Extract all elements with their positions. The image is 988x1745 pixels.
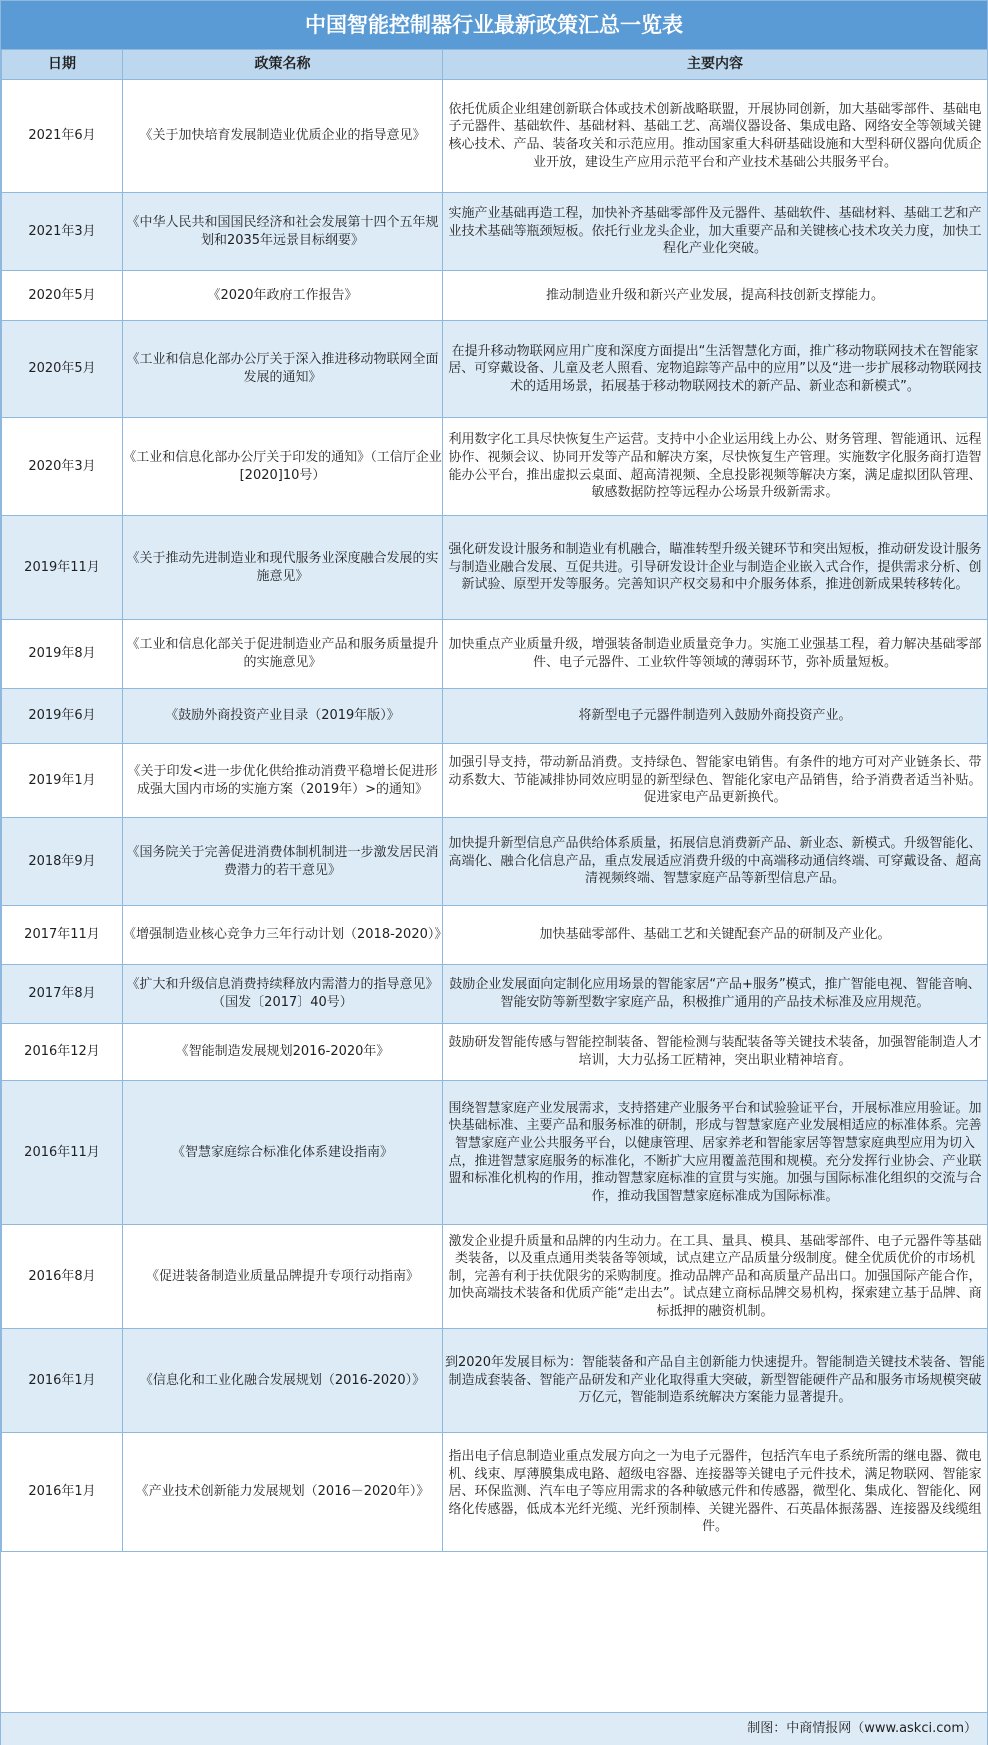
row-policy-name: 《中华人民共和国国民经济和社会发展第十四个五年规划和2035年远景目标纲要》: [123, 193, 443, 271]
row-policy-name: 《信息化和工业化融合发展规划（2016-2020）》: [123, 1329, 443, 1433]
row-date: 2019年8月: [2, 620, 123, 689]
row-date: 2021年6月: [2, 80, 123, 193]
row-date: 2016年1月: [2, 1433, 123, 1552]
table-row: [2, 80, 988, 193]
row-content: 围绕智慧家庭产业发展需求，支持搭建产业服务平台和试验验证平台，开展标准应用验证。加快基础标准、主要产品和服务标准的研制，形成与智慧家庭产业发展相适应的标准体系。完善智慧家庭产业公共服务平台，以健康管理、居家养老和智能家居等智慧家庭典型应用为切入点，推进智慧家庭服务的标准化，不断扩大应用覆盖范围和规模。充分发挥行业协会、产业联盟和标准化机构的作用，推动智慧家庭标准的宣贯与实施。加强与国际标准化组织的交流与合作，推动我国智慧家庭标准成为国际标准。: [443, 1081, 988, 1225]
footer-credit: [1, 1712, 987, 1745]
row-date: 2018年9月: [2, 818, 123, 906]
row-content: 加快重点产业质量升级，增强装备制造业质量竞争力。实施工业强基工程，着力解决基础零部件、电子元器件、工业软件等领域的薄弱环节，弥补质量短板。: [443, 620, 988, 689]
row-content: 实施产业基础再造工程，加快补齐基础零部件及元器件、基础软件、基础材料、基础工艺和产业技术基础等瓶颈短板。依托行业龙头企业，加大重要产品和关键核心技术攻关力度，加快工程化产业化突破。: [443, 193, 988, 271]
row-policy-name: 《关于印发<进一步优化供给推动消费平稳增长促进形成强大国内市场的实施方案（2019年）>的通知》: [123, 744, 443, 818]
row-content: 依托优质企业组建创新联合体或技术创新战略联盟，开展协同创新，加大基础零部件、基础电子元器件、基础软件、基础材料、基础工艺、高端仪器设备、集成电路、网络安全等领域关键核心技术、产品、装备攻关和示范应用。推动国家重大科研基础设施和大型科研仪器向优质企业开放，建设生产应用示范平台和产业技术基础公共服务平台。: [443, 80, 988, 193]
row-policy-name: 《关于加快培育发展制造业优质企业的指导意见》: [123, 80, 443, 193]
row-content: 到2020年发展目标为：智能装备和产品自主创新能力快速提升。智能制造关键技术装备、智能制造成套装备、智能产品研发和产业化取得重大突破，新型智能硬件产品和服务市场规模突破万亿元，智能制造系统解决方案能力显著提升。: [443, 1329, 988, 1433]
table-row: [2, 1329, 988, 1433]
row-policy-name: 《智慧家庭综合标准化体系建设指南》: [123, 1081, 443, 1225]
table-header-row: [2, 50, 988, 80]
policy-table: [1, 49, 988, 1552]
table-row: [2, 271, 988, 321]
row-date: 2016年12月: [2, 1024, 123, 1081]
table-row: [2, 418, 988, 516]
row-policy-name: 《鼓励外商投资产业目录（2019年版）》: [123, 689, 443, 744]
row-policy-name: 《国务院关于完善促进消费体制机制进一步激发居民消费潜力的若干意见》: [123, 818, 443, 906]
row-policy-name: 《扩大和升级信息消费持续释放内需潜力的指导意见》（国发〔2017〕40号）: [123, 965, 443, 1024]
row-date: 2019年11月: [2, 516, 123, 620]
row-content: 强化研发设计服务和制造业有机融合，瞄准转型升级关键环节和突出短板，推动研发设计服务与制造业融合发展、互促共进。引导研发设计企业与制造企业嵌入式合作，提供需求分析、创新试验、原型开发等服务。完善知识产权交易和中介服务体系，推进创新成果转移转化。: [443, 516, 988, 620]
row-content: 加强引导支持，带动新品消费。支持绿色、智能家电销售。有条件的地方可对产业链条长、带动系数大、节能减排协同效应明显的新型绿色、智能化家电产品销售，给予消费者适当补贴。促进家电产品更新换代。: [443, 744, 988, 818]
column-header-content: 主要内容: [443, 50, 988, 80]
row-date: 2020年5月: [2, 321, 123, 418]
row-date: 2016年1月: [2, 1329, 123, 1433]
row-content: 鼓励企业发展面向定制化应用场景的智能家居“产品+服务”模式，推广智能电视、智能音响、智能安防等新型数字家庭产品，积极推广通用的产品技术标准及应用规范。: [443, 965, 988, 1024]
row-content: 激发企业提升质量和品牌的内生动力。在工具、量具、模具、基础零部件、电子元器件等基础类装备，以及重点通用类装备等领域，试点建立产品质量分级制度。健全优质优价的市场机制，完善有利于扶优限劣的采购制度。推动品牌产品和高质量产品出口。加强国际产能合作，加快高端技术装备和优质产能“走出去”。试点建立商标品牌交易机构，探索建立基于品牌、商标抵押的融资机制。: [443, 1225, 988, 1329]
row-date: 2016年8月: [2, 1225, 123, 1329]
table-row: [2, 1225, 988, 1329]
row-policy-name: 《关于推动先进制造业和现代服务业深度融合发展的实施意见》: [123, 516, 443, 620]
table-row: [2, 193, 988, 271]
row-date: 2019年1月: [2, 744, 123, 818]
table-row: [2, 906, 988, 965]
row-policy-name: 《智能制造发展规划2016-2020年》: [123, 1024, 443, 1081]
row-content: 利用数字化工具尽快恢复生产运营。支持中小企业运用线上办公、财务管理、智能通讯、远程协作、视频会议、协同开发等产品和解决方案，尽快恢复生产管理。实施数字化服务商打造智能办公平台，推出虚拟云桌面、超高清视频、全息投影视频等解决方案，满足虚拟团队管理、敏感数据防控等远程办公场景升级新需求。: [443, 418, 988, 516]
row-content: 加快提升新型信息产品供给体系质量，拓展信息消费新产品、新业态、新模式。升级智能化、高端化、融合化信息产品，重点发展适应消费升级的中高端移动通信终端、可穿戴设备、超高清视频终端、智慧家庭产品等新型信息产品。: [443, 818, 988, 906]
row-content: 将新型电子元器件制造列入鼓励外商投资产业。: [443, 689, 988, 744]
table-row: [2, 321, 988, 418]
row-date: 2017年11月: [2, 906, 123, 965]
row-date: 2021年3月: [2, 193, 123, 271]
row-policy-name: 《增强制造业核心竞争力三年行动计划（2018-2020）》: [123, 906, 443, 965]
row-content: 指出电子信息制造业重点发展方向之一为电子元器件，包括汽车电子系统所需的继电器、微电机、线束、厚薄膜集成电路、超级电容器、连接器等关键电子元件技术，满足物联网、智能家居、环保监测、汽车电子等应用需求的各种敏感元件和传感器，微型化、集成化、智能化、网络化传感器，低成本光纤光缆、光纤预制棒、关键光器件、石英晶体振荡器、连接器及线缆组件。: [443, 1433, 988, 1552]
row-content: 推动制造业升级和新兴产业发展，提高科技创新支撑能力。: [443, 271, 988, 321]
table-row: [2, 744, 988, 818]
row-policy-name: 《工业和信息化部办公厅关于深入推进移动物联网全面发展的通知》: [123, 321, 443, 418]
row-date: 2017年8月: [2, 965, 123, 1024]
row-policy-name: 《2020年政府工作报告》: [123, 271, 443, 321]
column-header-name: 政策名称: [123, 50, 443, 80]
footer-credit-text: 制图：中商情报网（www.askci.com）: [747, 1721, 977, 1736]
row-content: 加快基础零部件、基础工艺和关键配套产品的研制及产业化。: [443, 906, 988, 965]
table-row: [2, 818, 988, 906]
row-policy-name: 《工业和信息化部办公厅关于印发的通知》（工信厅企业[2020]10号）: [123, 418, 443, 516]
page-title: 中国智能控制器行业最新政策汇总一览表: [1, 1, 987, 49]
table-row: [2, 1081, 988, 1225]
column-header-date: 日期: [2, 50, 123, 80]
table-row: [2, 516, 988, 620]
row-content: 在提升移动物联网应用广度和深度方面提出“生活智慧化方面，推广移动物联网技术在智能家居、可穿戴设备、儿童及老人照看、宠物追踪等产品中的应用”以及“进一步扩展移动物联网技术的适用场景，拓展基于移动物联网技术的新产品、新业态和新模式”。: [443, 321, 988, 418]
row-date: 2019年6月: [2, 689, 123, 744]
table-row: [2, 965, 988, 1024]
table-row: [2, 1433, 988, 1552]
row-policy-name: 《工业和信息化部关于促进制造业产品和服务质量提升的实施意见》: [123, 620, 443, 689]
row-date: 2020年5月: [2, 271, 123, 321]
table-row: [2, 689, 988, 744]
row-content: 鼓励研发智能传感与智能控制装备、智能检测与装配装备等关键技术装备，加强智能制造人才培训，大力弘扬工匠精神，突出职业精神培育。: [443, 1024, 988, 1081]
row-policy-name: 《产业技术创新能力发展规划（2016－2020年）》: [123, 1433, 443, 1552]
row-date: 2020年3月: [2, 418, 123, 516]
table-row: [2, 1024, 988, 1081]
table-row: [2, 620, 988, 689]
row-date: 2016年11月: [2, 1081, 123, 1225]
row-policy-name: 《促进装备制造业质量品牌提升专项行动指南》: [123, 1225, 443, 1329]
